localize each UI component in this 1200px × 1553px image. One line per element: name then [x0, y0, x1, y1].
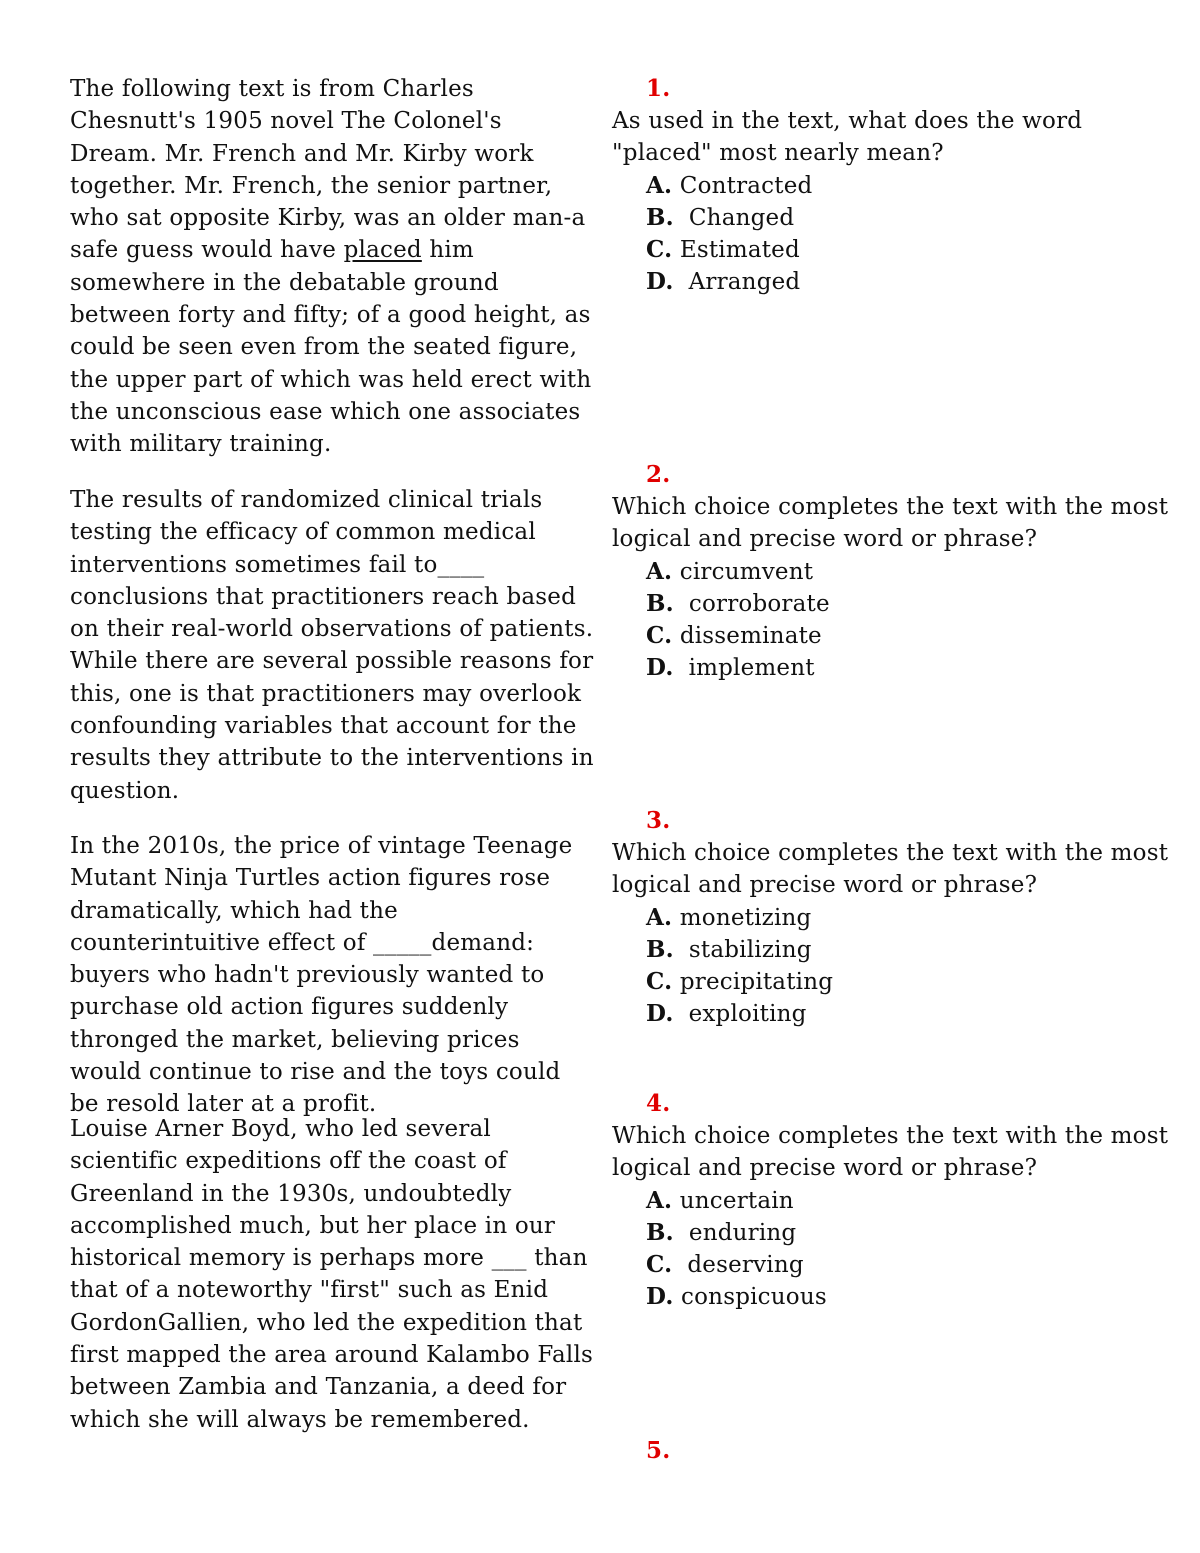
option-3c[interactable]: C. precipitating	[646, 968, 834, 996]
question-1-number: 1.	[646, 75, 671, 102]
passage-1-text-before: The following text is from Charles Chesnutt's 1905 novel The Colonel's Dream. Mr. French and Mr. Kirby work together. Mr. French, the senior partner, who sat opposite Kirby, was an older man-a safe guess would have	[70, 76, 586, 264]
question-2-number: 2.	[646, 461, 671, 488]
question-1-options	[612, 170, 1172, 299]
option-4a[interactable]: A. uncertain	[646, 1186, 794, 1214]
option-2d[interactable]: D. implement	[646, 654, 815, 682]
question-4	[612, 1120, 1172, 1314]
option-2a[interactable]: A. circumvent	[646, 557, 814, 585]
question-3-prompt: Which choice completes the text with the most logical and precise word or phrase?	[612, 840, 1169, 899]
option-3a[interactable]: A. monetizing	[646, 903, 812, 931]
underlined-word-placed: placed	[343, 237, 422, 264]
passage-3: In the 2010s, the price of vintage Teenage Mutant Ninja Turtles action figures rose dramatically, which had the counterintuitive effect of _____demand: buyers who hadn't previously wanted to purchase old action figures suddenly thronged the market, believing prices would continue to rise and the toys could be resold later at a profit.	[70, 833, 573, 1118]
option-3b[interactable]: B. stabilizing	[646, 935, 812, 963]
question-4-prompt: Which choice completes the text with the most logical and precise word or phrase?	[612, 1123, 1169, 1182]
option-1a[interactable]: A. Contracted	[646, 171, 813, 199]
question-1-prompt: As used in the text, what does the word "placed" most nearly mean?	[612, 108, 1083, 167]
question-4-options	[612, 1185, 1172, 1314]
option-4c[interactable]: C. deserving	[646, 1251, 804, 1279]
question-1	[612, 105, 1172, 299]
question-5-number: 5.	[646, 1437, 671, 1464]
question-3-options	[612, 902, 1172, 1031]
option-3d[interactable]: D. exploiting	[646, 1000, 807, 1028]
question-3	[612, 837, 1172, 1031]
passage-1	[70, 73, 595, 461]
question-3-number: 3.	[646, 807, 671, 834]
option-1b[interactable]: B. Changed	[646, 203, 795, 231]
option-2b[interactable]: B. corroborate	[646, 589, 830, 617]
question-2	[612, 491, 1172, 685]
option-1d[interactable]: D. Arranged	[646, 268, 801, 296]
question-2-options	[612, 556, 1172, 685]
passage-1-text-after: him somewhere in the debatable ground between forty and fifty; of a good height, as could be seen even from the seated figure, the upper part of which was held erect with the unconscious ease which one associates with military training.	[70, 237, 592, 458]
question-4-number: 4.	[646, 1090, 671, 1117]
option-1c[interactable]: C. Estimated	[646, 236, 800, 264]
option-4d[interactable]: D. conspicuous	[646, 1283, 827, 1311]
passage-2: The results of randomized clinical trials testing the efficacy of common medical interventions sometimes fail to____ conclusions that practitioners reach based on their real-world observations of patients. While there are several possible reasons for this, one is that practitioners may overlook confounding variables that account for the results they attribute to the interventions in question.	[70, 487, 594, 804]
option-4b[interactable]: B. enduring	[646, 1218, 797, 1246]
passage-4: Louise Arner Boyd, who led several scientific expeditions off the coast of Greenland in the 1930s, undoubtedly accomplished much, but her place in our historical memory is perhaps more ___ than that of a noteworthy "first" such as Enid GordonGallien, who led the expedition that first mapped the area around Kalambo Falls between Zambia and Tanzania, a deed for which she will always be remembered.	[70, 1116, 594, 1433]
question-2-prompt: Which choice completes the text with the most logical and precise word or phrase?	[612, 494, 1169, 553]
option-2c[interactable]: C. disseminate	[646, 622, 822, 650]
